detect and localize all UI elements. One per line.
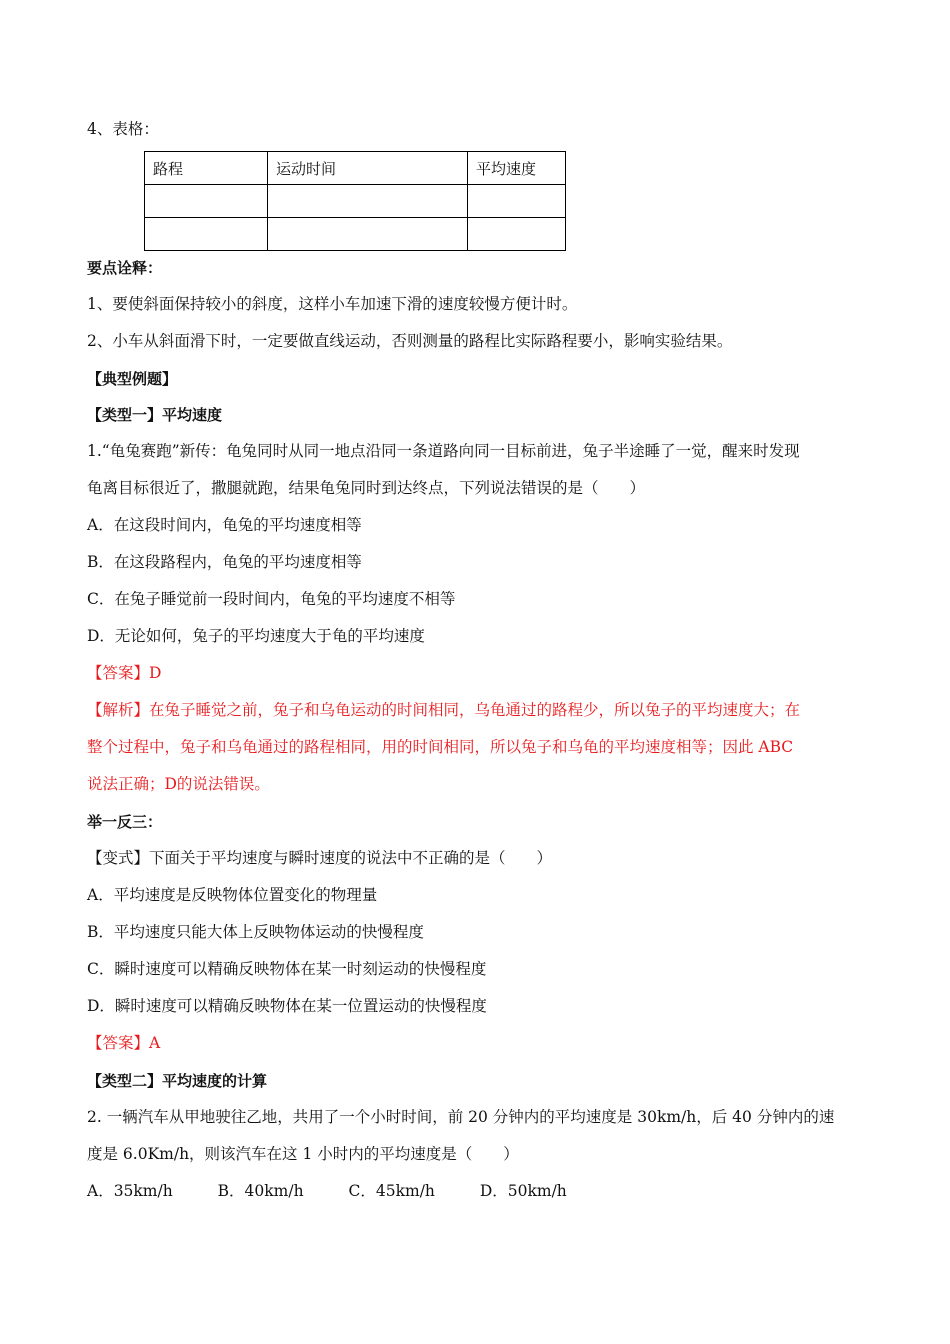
section-4-label: 4、表格： [87, 120, 159, 138]
type2-question-line: 2. 一辆汽车从甲地驶往乙地，共用了一个小时时间，前 20 分钟内的平均速度是 30km/h，后 40 分钟内的速 [87, 1108, 835, 1126]
type1-analysis-line: 说法正确；D的说法错误。 [87, 775, 270, 793]
option-a: A．平均速度是反映物体位置变化的物理量 [87, 886, 378, 904]
type2-title: 【类型二】平均速度的计算 [87, 1072, 268, 1090]
table-cell [468, 218, 566, 251]
type1-analysis-line: 整个过程中，兔子和乌龟通过的路程相同，用的时间相同，所以兔子和乌龟的平均速度相等；因此 ABC [87, 738, 794, 756]
table-row [145, 218, 566, 251]
table-cell [268, 218, 468, 251]
table-cell [268, 185, 468, 218]
variant-title: 举一反三： [87, 813, 163, 831]
type2-options [87, 1180, 607, 1202]
key-point-item: 2、小车从斜面滑下时，一定要做直线运动，否则测量的路程比实际路程要小，影响实验结果。 [87, 332, 733, 350]
option-b: B．平均速度只能大体上反映物体运动的快慢程度 [87, 923, 424, 941]
table-header-cell: 路程 [145, 152, 268, 185]
option-b: B．40km/h [217, 1182, 304, 1200]
type1-title: 【类型一】平均速度 [87, 406, 223, 424]
table-header-row [145, 152, 566, 185]
table-header-cell: 运动时间 [268, 152, 468, 185]
option-c: C．瞬时速度可以精确反映物体在某一时刻运动的快慢程度 [87, 960, 487, 978]
option-d: D．50km/h [479, 1182, 567, 1200]
option-b: B．在这段路程内，龟兔的平均速度相等 [87, 553, 362, 571]
type1-answer: 【答案】D [87, 664, 162, 682]
option-c: C．45km/h [348, 1182, 435, 1200]
type2-question-line: 度是 6.0Km/h，则该汽车在这 1 小时内的平均速度是（ ） [87, 1145, 519, 1163]
key-points-title: 要点诠释： [87, 259, 163, 277]
type1-question-line: 1.“龟兔赛跑”新传：龟兔同时从同一地点沿同一条道路向同一目标前进，兔子半途睡了一觉，醒来时发现 [87, 442, 800, 460]
variant-answer: 【答案】A [87, 1034, 161, 1052]
table-header-cell: 平均速度 [468, 152, 566, 185]
table-cell [468, 185, 566, 218]
table-cell [145, 185, 268, 218]
key-point-item: 1、要使斜面保持较小的斜度，这样小车加速下滑的速度较慢方便计时。 [87, 295, 578, 313]
table-cell [145, 218, 268, 251]
option-a: A．35km/h [87, 1182, 173, 1200]
option-a: A．在这段时间内，龟兔的平均速度相等 [87, 516, 362, 534]
option-d: D．瞬时速度可以精确反映物体在某一位置运动的快慢程度 [87, 997, 487, 1015]
type1-analysis-line: 【解析】在兔子睡觉之前，兔子和乌龟运动的时间相同，乌龟通过的路程少，所以兔子的平均速度大；在 [87, 701, 801, 719]
variant-question: 【变式】下面关于平均速度与瞬时速度的说法中不正确的是（ ） [87, 849, 553, 867]
examples-title: 【典型例题】 [87, 370, 178, 388]
option-d: D．无论如何，兔子的平均速度大于龟的平均速度 [87, 627, 425, 645]
option-c: C．在兔子睡觉前一段时间内，龟兔的平均速度不相等 [87, 590, 456, 608]
table-row [145, 185, 566, 218]
type1-question-line: 龟离目标很近了，撒腿就跑，结果龟兔同时到达终点，下列说法错误的是（ ） [87, 479, 646, 497]
data-table [144, 151, 566, 251]
